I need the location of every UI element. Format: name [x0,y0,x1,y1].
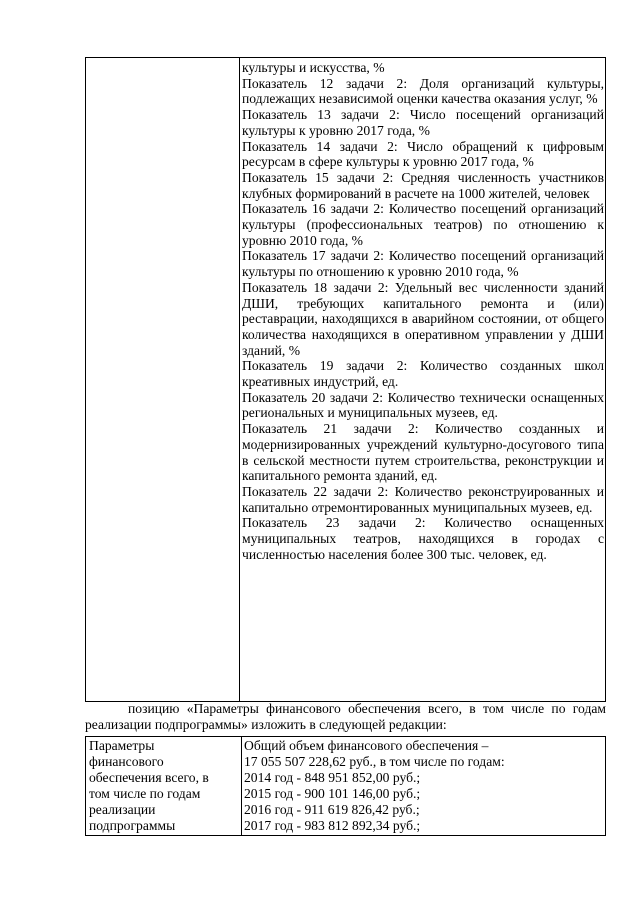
indicators-cell [240,58,606,702]
indicator-paragraph: Показатель 12 задачи 2: Доля организаций культуры, подлежащих независимой оценки качества оказания услуг, % [242,75,604,107]
instruction-text: позицию «Параметры финансового обеспечения всего, в том числе по годам реализации подпрограммы» изложить в следующей редакции: [85,701,606,732]
cell-line: 2016 год - 911 619 826,42 руб.; [244,802,420,818]
cell-line: подпрограммы [89,818,176,834]
indicator-paragraph: Показатель 17 задачи 2: Количество посещений организаций культуры по отношению к уровню 2010 года, % [242,248,604,280]
cell-line: реализации [89,802,156,818]
indicators-table [85,57,606,702]
table-row [86,58,606,702]
table-row [86,737,606,836]
cell-line: 2017 год - 983 812 892,34 руб.; [244,818,421,834]
indicator-paragraph: Показатель 14 задачи 2: Число обращений к цифровым ресурсам в сфере культуры к уровню 2017 года, % [242,138,604,170]
cell-line: обеспечения всего, в [89,770,209,786]
cell-line: 17 055 507 228,62 руб., в том числе по годам: [244,754,505,770]
financing-table [85,736,606,836]
cell-line: Общий объем финансового обеспечения – [244,738,489,753]
cell-line: Параметры [89,738,155,753]
cell-line: том числе по годам [89,786,201,802]
parameter-name-cell [86,737,242,836]
indicator-paragraph: Показатель 13 задачи 2: Число посещений организаций культуры к уровню 2017 года, % [242,107,604,138]
parameter-value-cell [242,737,606,836]
indicator-paragraph: Показатель 23 задачи 2: Количество оснащенных муниципальных театров, находящихся в городах с численностью населения более 300 тыс. человек, ед. [242,515,604,562]
indicator-paragraph: Показатель 18 задачи 2: Удельный вес численности зданий ДШИ, требующих капитального ремонта и (или) реставрации, находящихся в аварийном состоянии, от общего количества находящихся в оперативном управлении у ДШИ зданий, % [242,279,604,358]
cell-line: 2015 год - 900 101 146,00 руб.; [244,786,421,802]
left-cell-empty [86,58,240,702]
cell-line: 2014 год - 848 951 852,00 руб.; [244,770,421,786]
indicator-paragraph: Показатель 15 задачи 2: Средняя численность участников клубных формирований в расчете на 1000 жителей, человек [242,169,604,201]
indicator-paragraph: Показатель 21 задачи 2: Количество созданных и модернизированных учреждений культурно-досугового типа в сельской местности путем строительства, реконструкции и капитального ремонта зданий, ед. [242,421,604,484]
cell-line: финансового [89,754,164,770]
indicator-paragraph: Показатель 19 задачи 2: Количество созданных школ креативных индустрий, ед. [242,358,604,390]
indicator-paragraph: культуры и искусства, % [242,60,385,75]
indicator-paragraph: Показатель 16 задачи 2: Количество посещений организаций культуры (профессиональных театров) по отношению к уровню 2010 года, % [242,201,604,248]
indicator-paragraph: Показатель 22 задачи 2: Количество реконструированных и капитально отремонтированных муниципальных музеев, ед. [242,483,604,515]
indicator-paragraph: Показатель 20 задачи 2: Количество технически оснащенных региональных и муниципальных музеев, ед. [242,389,604,421]
